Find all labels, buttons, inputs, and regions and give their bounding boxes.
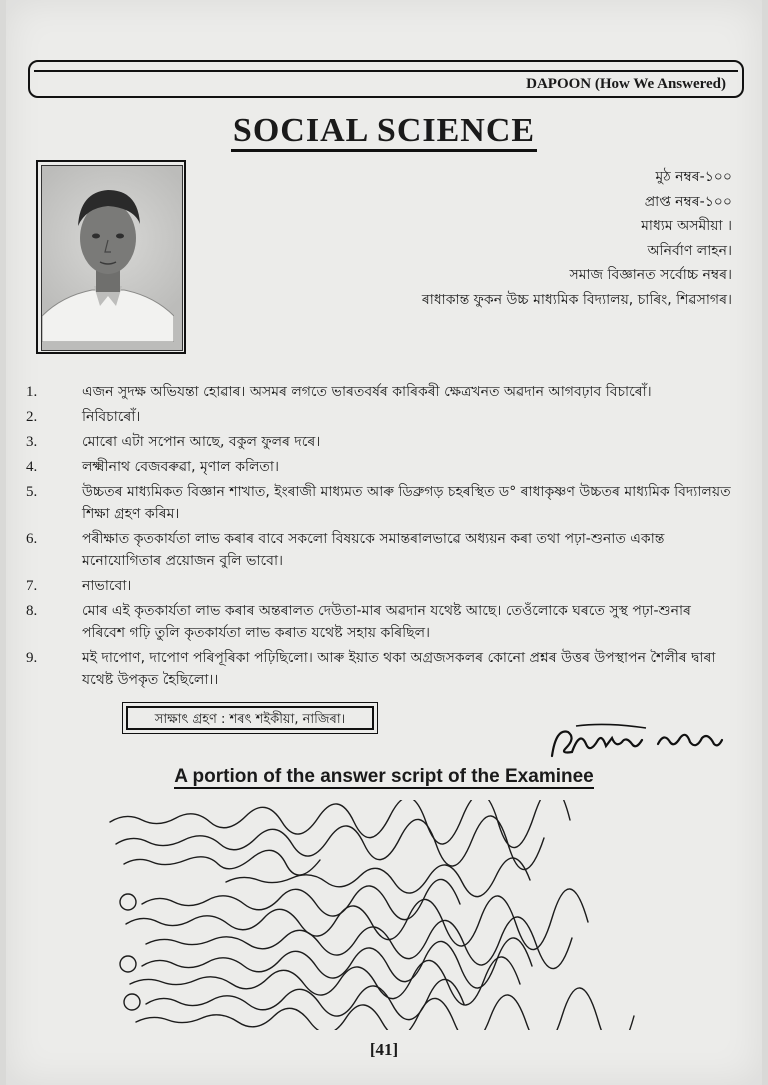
list-item: 4. লক্ষ্মীনাথ বেজবৰুৱা, মৃণাল কলিতা। (26, 459, 279, 475)
signature-image (546, 718, 726, 764)
page-title-text: SOCIAL SCIENCE (231, 112, 537, 152)
list-item: 5. উচ্চতৰ মাধ্যমিকত বিজ্ঞান শাখাত, ইংৰাজী মাধ্যমত আৰু ডিব্ৰুগড় চহৰস্থিত ড° ৰাধাকৃষ্ণণ উচ্চতৰ মাধ্যমিক বিদ্যালয়ত শিক্ষা গ্ৰহণ কৰিম। (26, 484, 731, 522)
answer-list (26, 381, 738, 694)
header-bar (28, 60, 744, 98)
list-item: 7. নাভাবো। (26, 578, 132, 594)
examinee-info (312, 165, 732, 312)
total-marks: মুঠ নম্বৰ-১০০ (655, 169, 732, 185)
obtained-marks: প্ৰাপ্ত নম্বৰ-১০০ (644, 193, 732, 210)
handwritten-answer-script (106, 800, 666, 1030)
interview-credit: সাক্ষাৎ গ্ৰহণ : শৰৎ শইকীয়া, নাজিৰা। (126, 706, 374, 730)
page-title (6, 112, 762, 150)
school-name: ৰাধাকান্ত ফুকন উচ্চ মাধ্যমিক বিদ্যালয়, চাৰিং, শিৱসাগৰ। (421, 291, 732, 308)
examinee-photo (36, 160, 186, 354)
achievement: সমাজ বিজ্ঞানত সৰ্বোচ্চ নম্বৰ। (569, 267, 732, 283)
page (6, 0, 762, 1085)
list-item: 3. মোৰো এটা সপোন আছে, বকুল ফুলৰ দৰে। (26, 434, 321, 450)
list-item: 1. এজন সুদক্ষ অভিযন্তা হোৱাৰ। অসমৰ লগতে ভাৰতবৰ্ষৰ কাৰিকৰী ক্ষেত্ৰখনত অৱদান আগবঢ়াব বিচাৰোঁ। (26, 384, 652, 400)
portrait-image (41, 165, 183, 351)
header-label: DAPOON (How We Answered) (522, 76, 726, 93)
list-item: 9. মই দাপোণ, দাপোণ পৰিপূৰিকা পঢ়িছিলো। আৰু ইয়াত থকা অগ্ৰজসকলৰ কোনো প্ৰশ্নৰ উত্তৰ উপস্থাপন শৈলীৰ দ্বাৰা যথেষ্ট উপকৃত হৈছিলো।। (26, 650, 716, 688)
examinee-name: অনিৰ্বাণ লাহন। (647, 242, 732, 259)
portrait-drawing (42, 166, 174, 342)
answer-script-heading (6, 766, 762, 788)
answer-script-heading-text: A portion of the answer script of the Examinee (174, 766, 594, 787)
page-number: [41] (369, 1040, 399, 1059)
medium: মাধ্যম অসমীয়া । (641, 218, 732, 234)
list-item: 8. মোৰ এই কৃতকাৰ্যতা লাভ কৰাৰ অন্তৰালত দেউতা-মাৰ অৱদান যথেষ্ট আছে। তেওঁলোকে ঘৰতে সুস্থ পঢ়া-শুনাৰ পৰিবেশ গঢ়ি তুলি কৃতকাৰ্যতা লাভ কৰাত যথেষ্ট সহায় কৰিছিল। (26, 603, 691, 641)
list-item: 2. নিবিচাৰোঁ। (26, 409, 141, 425)
list-item: 6. পৰীক্ষাত কৃতকাৰ্যতা লাভ কৰাৰ বাবে সকলো বিষয়কে সমান্তৰালভাৱে অধ্যয়ন কৰা তথা পঢ়া-শুনাত একান্ত মনোযোগিতাৰ প্ৰয়োজন বুলি ভাবো। (26, 531, 665, 569)
